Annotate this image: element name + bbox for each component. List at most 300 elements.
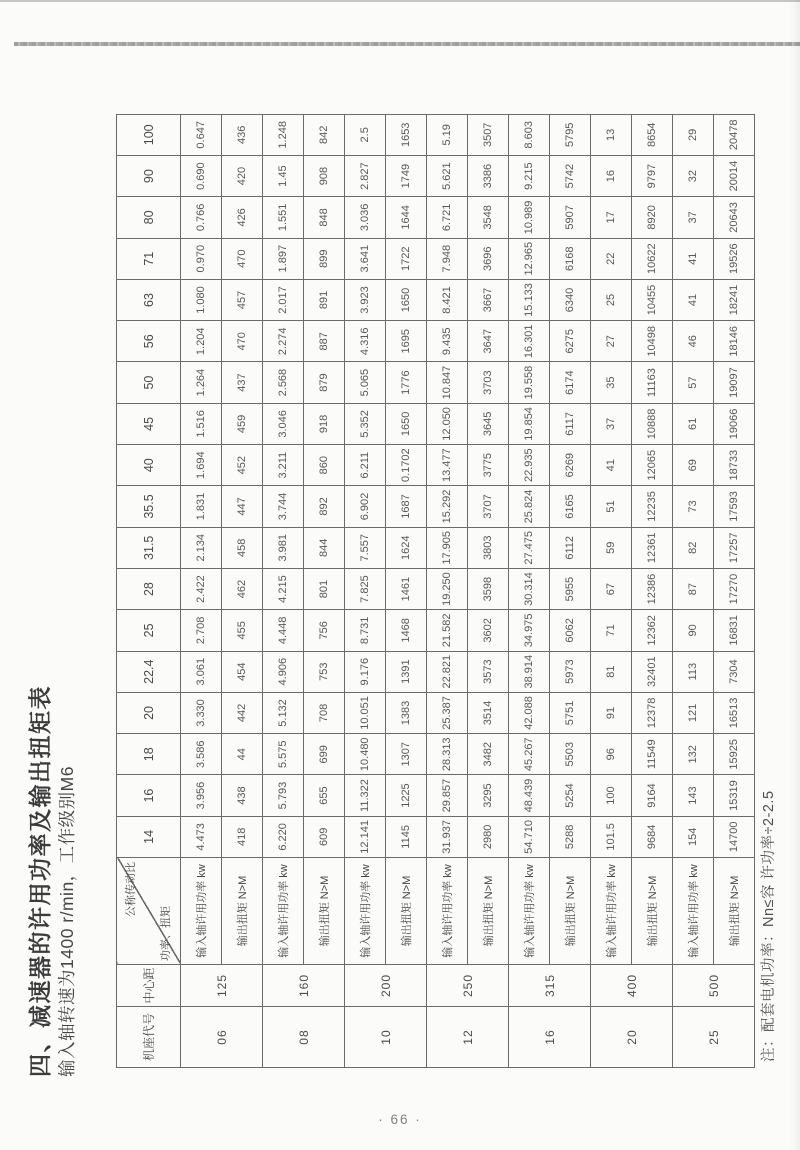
power-value: 3.981 [263,527,304,568]
power-value: 87 [673,568,714,609]
torque-value: 892 [304,486,345,527]
torque-value: 1687 [386,486,427,527]
torque-value: 6174 [550,362,591,403]
power-value: 6.211 [345,445,386,486]
torque-value: 447 [222,486,263,527]
power-value: 9.435 [427,321,468,362]
torque-value: 3775 [468,445,509,486]
center-distance: 200 [345,965,427,1007]
power-value: 2.568 [263,362,304,403]
torque-value: 844 [304,527,345,568]
torque-value: 842 [304,114,345,155]
row-label-power: 输入轴许用功率 kw [181,858,222,965]
torque-value: 462 [222,568,263,609]
torque-value: 1653 [386,114,427,155]
power-value: 1.248 [263,114,304,155]
torque-value: 918 [304,403,345,444]
torque-value: 5503 [550,734,591,775]
torque-value: 3507 [468,114,509,155]
torque-value: 1307 [386,734,427,775]
power-value: 3.744 [263,486,304,527]
torque-value: 5288 [550,816,591,857]
torque-value: 17593 [714,486,755,527]
power-value: 3.061 [181,651,222,692]
power-value: 7.948 [427,238,468,279]
power-value: 19.854 [509,403,550,444]
power-value: 7.825 [345,568,386,609]
torque-value: 3548 [468,197,509,238]
power-value: 27 [591,321,632,362]
power-value: 1.45 [263,155,304,196]
power-value: 4.473 [181,816,222,857]
torque-value: 1644 [386,197,427,238]
header-ratio-value: 80 [117,197,181,238]
power-value: 10.989 [509,197,550,238]
torque-value: 1145 [386,816,427,857]
torque-value: 753 [304,651,345,692]
torque-value: 3647 [468,321,509,362]
power-value: 34.975 [509,610,550,651]
power-value: 6.902 [345,486,386,527]
power-value: 91 [591,692,632,733]
torque-value: 19066 [714,403,755,444]
power-value: 41 [673,238,714,279]
table-footnote: 注：配套电机功率：Nn≤容 许功率÷2-2.5 [761,790,777,1062]
center-distance: 315 [509,965,591,1007]
power-torque-table [116,114,755,1068]
frame-code: 06 [181,1007,263,1068]
torque-value: 1650 [386,403,427,444]
torque-value: 609 [304,816,345,857]
torque-value: 3696 [468,238,509,279]
torque-value: 3598 [468,568,509,609]
power-value: 5.793 [263,775,304,816]
row-label-torque: 输出扭矩 N>M [468,858,509,965]
power-value: 1.897 [263,238,304,279]
torque-value: 891 [304,279,345,320]
torque-value: 455 [222,610,263,651]
power-value: 22.935 [509,445,550,486]
power-value: 37 [673,197,714,238]
power-value: 121 [673,692,714,733]
torque-value: 3707 [468,486,509,527]
torque-value: 1391 [386,651,427,692]
power-value: 9.176 [345,651,386,692]
torque-value: 15319 [714,775,755,816]
frame-code: 20 [591,1007,673,1068]
power-value: 8.731 [345,610,386,651]
row-label-torque: 输出扭矩 N>M [714,858,755,965]
power-value: 113 [673,651,714,692]
torque-value: 10622 [632,238,673,279]
power-value: 2.274 [263,321,304,362]
torque-value: 12378 [632,692,673,733]
header-ratio-value: 90 [117,155,181,196]
torque-value: 1468 [386,610,427,651]
torque-value: 1749 [386,155,427,196]
torque-value: 860 [304,445,345,486]
torque-value: 17257 [714,527,755,568]
torque-value: 756 [304,610,345,651]
power-value: 1.204 [181,321,222,362]
header-ratio-value: 20 [117,692,181,733]
power-value: 2.827 [345,155,386,196]
power-value: 6.721 [427,197,468,238]
torque-value: 20478 [714,114,755,155]
torque-value: 7304 [714,651,755,692]
power-value: 46 [673,321,714,362]
torque-value: 801 [304,568,345,609]
torque-value: 1383 [386,692,427,733]
power-value: 7.557 [345,527,386,568]
power-value: 3.046 [263,403,304,444]
power-value: 5.132 [263,692,304,733]
row-label-power: 输入轴许用功率 kw [427,858,468,965]
torque-value: 9684 [632,816,673,857]
torque-value: 470 [222,238,263,279]
torque-value: 908 [304,155,345,196]
power-value: 101.5 [591,816,632,857]
power-value: 29.857 [427,775,468,816]
torque-value: 420 [222,155,263,196]
power-value: 5.575 [263,734,304,775]
header-diagonal-cell [117,858,181,965]
row-label-torque: 输出扭矩 N>M [386,858,427,965]
power-value: 0.970 [181,238,222,279]
header-ratio-value: 71 [117,238,181,279]
header-ratio-value: 40 [117,445,181,486]
torque-value: 19526 [714,238,755,279]
power-value: 15.292 [427,486,468,527]
header-ratio-value: 22.4 [117,651,181,692]
row-label-torque: 输出扭矩 N>M [304,858,345,965]
power-value: 96 [591,734,632,775]
header-ratio-value: 28 [117,568,181,609]
power-value: 0.766 [181,197,222,238]
torque-value: 6165 [550,486,591,527]
torque-value: 3645 [468,403,509,444]
power-value: 19.558 [509,362,550,403]
power-value: 132 [673,734,714,775]
power-value: 16.301 [509,321,550,362]
power-value: 4.448 [263,610,304,651]
page-subtitle: 输入轴转速为1400 r/min，工作级别M6 [57,766,77,1077]
torque-value: 12065 [632,445,673,486]
power-value: 17 [591,197,632,238]
power-value: 1.264 [181,362,222,403]
center-distance: 160 [263,965,345,1007]
power-value: 16 [591,155,632,196]
power-value: 59 [591,527,632,568]
torque-value: 12235 [632,486,673,527]
torque-value: 0.1702 [386,445,427,486]
header-ratio-value: 56 [117,321,181,362]
power-value: 9.215 [509,155,550,196]
torque-value: 18733 [714,445,755,486]
row-label-torque: 输出扭矩 N>M [550,858,591,965]
page-title: 四、减速器的许用功率及输出扭矩表 [27,685,53,1077]
power-value: 2.017 [263,279,304,320]
header-ratio-value: 63 [117,279,181,320]
power-value: 1.694 [181,445,222,486]
power-value: 10.847 [427,362,468,403]
torque-value: 655 [304,775,345,816]
torque-value: 470 [222,321,263,362]
power-value: 29 [673,114,714,155]
torque-value: 9164 [632,775,673,816]
row-label-torque: 输出扭矩 N>M [222,858,263,965]
power-value: 2.708 [181,610,222,651]
diagonal-label-power-torque: 功率、扭矩 [160,906,172,961]
torque-value: 1624 [386,527,427,568]
power-value: 1.831 [181,486,222,527]
power-value: 73 [673,486,714,527]
power-value: 17.905 [427,527,468,568]
torque-value: 1225 [386,775,427,816]
torque-value: 12361 [632,527,673,568]
torque-value: 437 [222,362,263,403]
power-value: 2.5 [345,114,386,155]
power-value: 100 [591,775,632,816]
power-value: 5.065 [345,362,386,403]
frame-code: 10 [345,1007,427,1068]
power-value: 48.439 [509,775,550,816]
torque-value: 12386 [632,568,673,609]
torque-value: 3514 [468,692,509,733]
power-value: 3.586 [181,734,222,775]
power-value: 1.516 [181,403,222,444]
torque-value: 2980 [468,816,509,857]
row-label-power: 输入轴许用功率 kw [345,858,386,965]
header-ratio-value: 18 [117,734,181,775]
power-value: 12.141 [345,816,386,857]
torque-value: 11163 [632,362,673,403]
power-value: 5.621 [427,155,468,196]
torque-value: 18146 [714,321,755,362]
torque-value: 5254 [550,775,591,816]
row-label-power: 输入轴许用功率 kw [673,858,714,965]
power-value: 8.603 [509,114,550,155]
power-value: 6.220 [263,816,304,857]
power-value: 19.250 [427,568,468,609]
torque-value: 18241 [714,279,755,320]
torque-value: 887 [304,321,345,362]
power-value: 82 [673,527,714,568]
power-value: 13.477 [427,445,468,486]
power-value: 22.821 [427,651,468,692]
power-value: 5.19 [427,114,468,155]
power-value: 25.824 [509,486,550,527]
torque-value: 3573 [468,651,509,692]
power-value: 42.088 [509,692,550,733]
torque-value: 3703 [468,362,509,403]
power-value: 4.215 [263,568,304,609]
torque-value: 11549 [632,734,673,775]
power-value: 54.710 [509,816,550,857]
torque-value: 32401 [632,651,673,692]
torque-value: 1695 [386,321,427,362]
torque-value: 16513 [714,692,755,733]
header-ratio-value: 35.5 [117,486,181,527]
power-value: 71 [591,610,632,651]
torque-value: 1461 [386,568,427,609]
power-value: 81 [591,651,632,692]
header-frame-code: 机座代号 [117,1007,181,1068]
frame-code: 08 [263,1007,345,1068]
power-value: 3.923 [345,279,386,320]
torque-value: 17270 [714,568,755,609]
power-value: 41 [673,279,714,320]
power-value: 25.387 [427,692,468,733]
power-value: 0.647 [181,114,222,155]
power-value: 5.352 [345,403,386,444]
header-ratio-value: 16 [117,775,181,816]
header-center-distance: 中心距 [117,965,181,1007]
power-value: 30.314 [509,568,550,609]
header-ratio-value: 45 [117,403,181,444]
torque-value: 452 [222,445,263,486]
torque-value: 10455 [632,279,673,320]
torque-value: 6112 [550,527,591,568]
power-value: 0.690 [181,155,222,196]
power-value: 154 [673,816,714,857]
header-ratio-value: 25 [117,610,181,651]
torque-value: 3295 [468,775,509,816]
row-label-power: 输入轴许用功率 kw [263,858,304,965]
power-value: 1.080 [181,279,222,320]
torque-value: 5955 [550,568,591,609]
power-value: 41 [591,445,632,486]
torque-value: 10888 [632,403,673,444]
torque-value: 1722 [386,238,427,279]
torque-value: 14700 [714,816,755,857]
torque-value: 879 [304,362,345,403]
header-ratio-value: 50 [117,362,181,403]
torque-value: 5751 [550,692,591,733]
torque-value: 20643 [714,197,755,238]
power-value: 67 [591,568,632,609]
torque-value: 8920 [632,197,673,238]
torque-value: 12362 [632,610,673,651]
torque-value: 3602 [468,610,509,651]
power-value: 3.211 [263,445,304,486]
torque-value: 5795 [550,114,591,155]
center-distance: 500 [673,965,755,1007]
torque-value: 438 [222,775,263,816]
power-value: 143 [673,775,714,816]
power-value: 12.965 [509,238,550,279]
power-value: 15.133 [509,279,550,320]
power-value: 25 [591,279,632,320]
torque-value: 9797 [632,155,673,196]
power-value: 10.051 [345,692,386,733]
power-value: 69 [673,445,714,486]
torque-value: 19097 [714,362,755,403]
center-distance: 400 [591,965,673,1007]
torque-value: 3482 [468,734,509,775]
power-value: 90 [673,610,714,651]
diagonal-label-ratio: 公称传动比 [125,862,137,917]
torque-value: 848 [304,197,345,238]
power-value: 28.313 [427,734,468,775]
header-ratio-value: 100 [117,114,181,155]
torque-value: 6275 [550,321,591,362]
frame-code: 25 [673,1007,755,1068]
power-value: 35 [591,362,632,403]
torque-value: 16831 [714,610,755,651]
torque-value: 15925 [714,734,755,775]
page-number: · 66 · [378,1112,422,1127]
torque-value: 3386 [468,155,509,196]
torque-value: 699 [304,734,345,775]
torque-value: 6117 [550,403,591,444]
power-value: 11.322 [345,775,386,816]
power-value: 61 [673,403,714,444]
frame-code: 12 [427,1007,509,1068]
power-value: 21.582 [427,610,468,651]
power-value: 51 [591,486,632,527]
torque-value: 442 [222,692,263,733]
row-label-torque: 输出扭矩 N>M [632,858,673,965]
torque-value: 459 [222,403,263,444]
power-value: 12.050 [427,403,468,444]
torque-value: 457 [222,279,263,320]
torque-value: 6062 [550,610,591,651]
torque-value: 5973 [550,651,591,692]
torque-value: 436 [222,114,263,155]
torque-value: 458 [222,527,263,568]
frame-code: 16 [509,1007,591,1068]
power-value: 57 [673,362,714,403]
power-value: 10.480 [345,734,386,775]
torque-value: 3803 [468,527,509,568]
torque-value: 418 [222,816,263,857]
power-value: 2.422 [181,568,222,609]
power-value: 27.475 [509,527,550,568]
power-value: 31.937 [427,816,468,857]
torque-value: 6168 [550,238,591,279]
power-value: 3.956 [181,775,222,816]
power-value: 32 [673,155,714,196]
torque-value: 899 [304,238,345,279]
torque-value: 10498 [632,321,673,362]
power-value: 1.551 [263,197,304,238]
power-value: 3.641 [345,238,386,279]
row-label-power: 输入轴许用功率 kw [591,858,632,965]
torque-value: 454 [222,651,263,692]
power-value: 13 [591,114,632,155]
torque-value: 20014 [714,155,755,196]
torque-value: 6269 [550,445,591,486]
power-value: 4.906 [263,651,304,692]
power-value: 45.267 [509,734,550,775]
torque-value: 708 [304,692,345,733]
torque-value: 426 [222,197,263,238]
power-value: 3.036 [345,197,386,238]
power-value: 2.134 [181,527,222,568]
header-ratio-value: 14 [117,816,181,857]
power-value: 37 [591,403,632,444]
torque-value: 8654 [632,114,673,155]
center-distance: 125 [181,965,263,1007]
torque-value: 44 [222,734,263,775]
torque-value: 1776 [386,362,427,403]
torque-value: 1650 [386,279,427,320]
row-label-power: 输入轴许用功率 kw [509,858,550,965]
power-value: 3.330 [181,692,222,733]
power-value: 8.421 [427,279,468,320]
torque-value: 5907 [550,197,591,238]
